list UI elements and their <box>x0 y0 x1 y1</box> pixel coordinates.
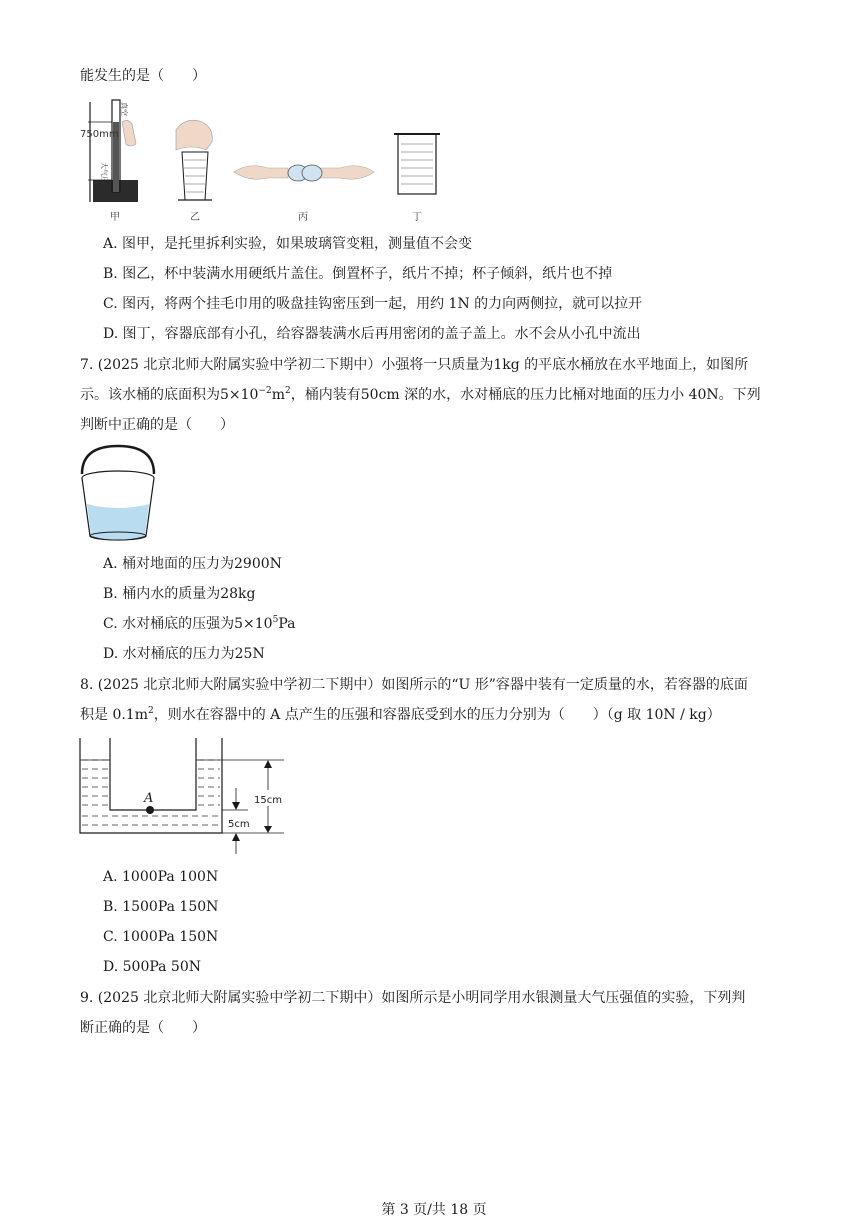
q8-line-2: 积是 $0.1m^2$，则水在容器中的 A 点产生的压强和容器底受到水的压力分别为（ ）（g 取 10N / kg） <box>80 706 721 723</box>
dim-15cm: 15cm <box>254 795 282 806</box>
fig-label-jia: 甲 <box>110 212 120 223</box>
q7-line-1: 7. (2025 北京北师大附属实验中学初二下期中）小强将一只质量为1kg 的平底水桶放在水平地面上，如图所 <box>80 357 749 373</box>
fig-label-ding: 丁 <box>412 212 422 223</box>
q9-line-2: 断正确的是（ ） <box>80 1020 206 1036</box>
fig-jia-vacuum: 真空 <box>120 102 128 116</box>
q6-option-a: A. 图甲，是托里拆利实验，如果玻璃管变粗，测量值不会变 <box>103 236 473 252</box>
q6-figures <box>78 92 448 224</box>
q6-option-d: D. 图丁，容器底部有小孔，给容器装满水后再用密闭的盖子盖上。水不会从小孔中流出 <box>103 326 641 342</box>
q7-bucket-figure <box>78 444 158 544</box>
fig-label-bing: 丙 <box>298 212 308 223</box>
fig-yi-cup <box>176 120 212 200</box>
fig-jia-torricelli <box>80 100 138 202</box>
q7-option-d: D. 水对桶底的压力为25N <box>103 646 265 662</box>
q6-option-c: C. 图丙，将两个挂毛巾用的吸盘挂钩密压到一起，用约 1N 的力向两侧拉，就可以拉开 <box>103 296 643 312</box>
fig-label-yi: 乙 <box>190 212 200 223</box>
point-a-label: A <box>144 791 154 806</box>
point-a-marker <box>146 806 154 814</box>
q9-line-1: 9. (2025 北京北师大附属实验中学初二下期中）如图所示是小明同学用水银测量大气压强值的实验，下列判 <box>80 990 746 1006</box>
q8-option-c: C. 1000Pa 150N <box>103 929 219 945</box>
q7-option-b: B. 桶内水的质量为28kg <box>103 586 256 602</box>
q8-line-1: 8. (2025 北京北师大附属实验中学初二下期中）如图所示的“U 形”容器中装有一定质量的水，若容器的底面 <box>80 677 748 693</box>
q8-option-b: B. 1500Pa 150N <box>103 899 219 915</box>
page-footer: 第 3 页/共 18 页 <box>381 1202 487 1218</box>
fig-ding-container <box>394 134 440 194</box>
dim-5cm: 5cm <box>228 819 250 830</box>
q7-line-2: 示。该水桶的底面积为$5\times 10^{-2}m^2$，桶内装有50cm 深的水，水对桶底的压力比桶对地面的压力小 40N。下列 <box>80 386 761 403</box>
q6-option-b: B. 图乙，杯中装满水用硬纸片盖住。倒置杯子，纸片不掉；杯子倾斜，纸片也不掉 <box>103 266 613 282</box>
q8-u-tube-figure <box>78 736 308 858</box>
q8-option-a: A. 1000Pa 100N <box>103 869 219 885</box>
fig-bing-suction-cups <box>234 165 374 181</box>
fig-jia-pressure: 大气压 <box>100 162 108 183</box>
q7-line-3: 判断中正确的是（ ） <box>80 417 234 433</box>
q8-option-d: D. 500Pa 50N <box>103 959 201 975</box>
fig-jia-750mm: 750mm <box>80 129 119 140</box>
q7-option-c: C. 水对桶底的压强为$5\times 10^5Pa$ <box>103 615 296 632</box>
q6-stem-tail: 能发生的是（ ） <box>80 68 206 84</box>
q7-option-a: A. 桶对地面的压力为2900N <box>103 556 282 572</box>
